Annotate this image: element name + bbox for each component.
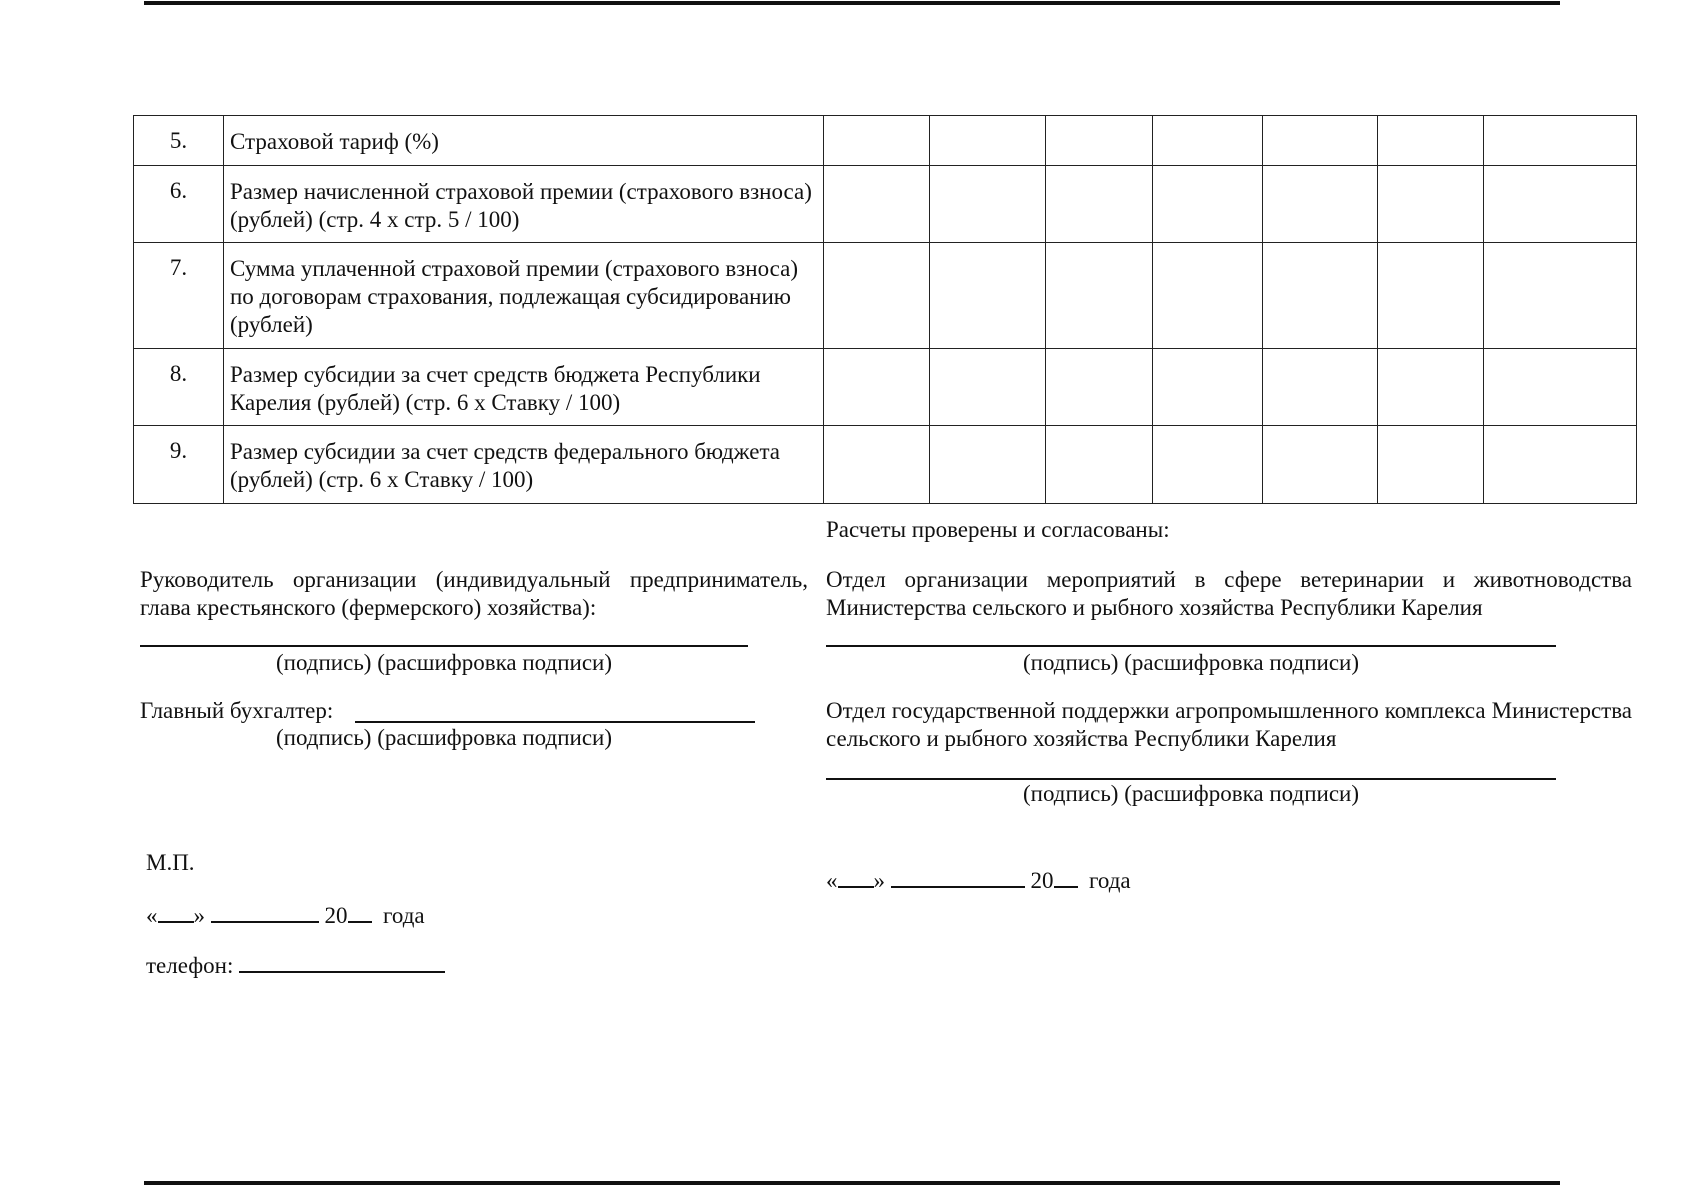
value-cell[interactable] xyxy=(1484,243,1637,349)
phone-label: телефон: xyxy=(146,953,234,978)
year-blank[interactable] xyxy=(1054,864,1078,888)
value-cell[interactable] xyxy=(1378,243,1484,349)
value-cell[interactable] xyxy=(930,349,1046,426)
value-cell[interactable] xyxy=(1153,349,1263,426)
value-cell[interactable] xyxy=(1046,426,1153,504)
department-veterinary-signature-line[interactable] xyxy=(826,645,1556,647)
year-prefix: 20 xyxy=(1030,868,1054,893)
phone-blank[interactable] xyxy=(239,949,445,973)
day-blank[interactable] xyxy=(838,864,874,888)
value-cell[interactable] xyxy=(930,243,1046,349)
chief-accountant-label: Главный бухгалтер: xyxy=(140,698,334,723)
year-suffix: года xyxy=(1089,868,1131,893)
row-number: 8. xyxy=(134,349,224,426)
value-cell[interactable] xyxy=(1484,166,1637,243)
signature-caption: (подпись) (расшифровка подписи) xyxy=(275,650,612,675)
quote-open: « xyxy=(826,868,838,893)
table-row xyxy=(134,426,1637,504)
year-prefix: 20 xyxy=(324,903,348,928)
subsidy-calculation-table xyxy=(133,115,1637,504)
value-cell[interactable] xyxy=(1263,243,1378,349)
value-cell[interactable] xyxy=(1046,116,1153,166)
row-number: 9. xyxy=(134,426,224,504)
value-cell[interactable] xyxy=(1263,166,1378,243)
left-date-line xyxy=(146,899,425,930)
value-cell[interactable] xyxy=(1046,243,1153,349)
value-cell[interactable] xyxy=(1484,349,1637,426)
signature-caption: (подпись) (расшифровка подписи) xyxy=(1022,650,1359,675)
value-cell[interactable] xyxy=(1046,166,1153,243)
calculations-checked-label: Расчеты проверены и согласованы: xyxy=(826,517,1170,542)
table-row xyxy=(134,349,1637,426)
bottom-rule xyxy=(144,1181,1560,1185)
year-suffix: года xyxy=(383,903,425,928)
value-cell[interactable] xyxy=(1484,426,1637,504)
right-date-line xyxy=(826,864,1131,895)
day-blank[interactable] xyxy=(158,899,194,923)
value-cell[interactable] xyxy=(1378,116,1484,166)
value-cell[interactable] xyxy=(1263,349,1378,426)
row-number: 7. xyxy=(134,243,224,349)
table-row xyxy=(134,116,1637,166)
head-signature-line[interactable] xyxy=(140,645,748,647)
month-blank[interactable] xyxy=(211,899,319,923)
row-number: 6. xyxy=(134,166,224,243)
value-cell[interactable] xyxy=(1263,116,1378,166)
value-cell[interactable] xyxy=(1263,426,1378,504)
row-description: Сумма уплаченной страховой премии (страхового взноса) по договорам страхования, подлежащая субсидированию (рублей) xyxy=(224,243,824,349)
department-agro-support-label: Отдел государственной поддержки агропромышленного комплекса Министерства сельского и рыбного хозяйства Республики Карелия xyxy=(826,698,1632,751)
value-cell[interactable] xyxy=(824,243,930,349)
signature-caption: (подпись) (расшифровка подписи) xyxy=(1022,781,1359,806)
head-of-organization-label: Руководитель организации (индивидуальный предприниматель, глава крестьянского (фермерского) хозяйства): xyxy=(140,567,808,620)
value-cell[interactable] xyxy=(930,166,1046,243)
row-description: Размер субсидии за счет средств федерального бюджета (рублей) (стр. 6 x Ставку / 100) xyxy=(224,426,824,504)
row-description: Размер начисленной страховой премии (страхового взноса) (рублей) (стр. 4 x стр. 5 / 100) xyxy=(224,166,824,243)
value-cell[interactable] xyxy=(930,116,1046,166)
stamp-label: М.П. xyxy=(146,850,195,875)
department-veterinary-label: Отдел организации мероприятий в сфере ветеринарии и животноводства Министерства сельского и рыбного хозяйства Республики Карелия xyxy=(826,567,1632,620)
value-cell[interactable] xyxy=(930,426,1046,504)
quote-close: » xyxy=(193,903,205,928)
chief-accountant-signature-line[interactable] xyxy=(355,721,755,723)
quote-close: » xyxy=(873,868,885,893)
value-cell[interactable] xyxy=(824,166,930,243)
value-cell[interactable] xyxy=(1153,116,1263,166)
row-description: Страховой тариф (%) xyxy=(224,116,824,166)
value-cell[interactable] xyxy=(1484,116,1637,166)
month-blank[interactable] xyxy=(891,864,1025,888)
table-row xyxy=(134,243,1637,349)
value-cell[interactable] xyxy=(1153,426,1263,504)
row-number: 5. xyxy=(134,116,224,166)
value-cell[interactable] xyxy=(824,349,930,426)
value-cell[interactable] xyxy=(1378,166,1484,243)
row-description: Размер субсидии за счет средств бюджета Республики Карелия (рублей) (стр. 6 x Ставку / 100) xyxy=(224,349,824,426)
quote-open: « xyxy=(146,903,158,928)
value-cell[interactable] xyxy=(1378,426,1484,504)
value-cell[interactable] xyxy=(1046,349,1153,426)
phone-line xyxy=(146,949,445,980)
value-cell[interactable] xyxy=(824,116,930,166)
top-rule xyxy=(144,1,1560,5)
value-cell[interactable] xyxy=(1153,166,1263,243)
value-cell[interactable] xyxy=(824,426,930,504)
value-cell[interactable] xyxy=(1153,243,1263,349)
year-blank[interactable] xyxy=(348,899,372,923)
table-row xyxy=(134,166,1637,243)
value-cell[interactable] xyxy=(1378,349,1484,426)
signature-caption: (подпись) (расшифровка подписи) xyxy=(275,725,612,750)
